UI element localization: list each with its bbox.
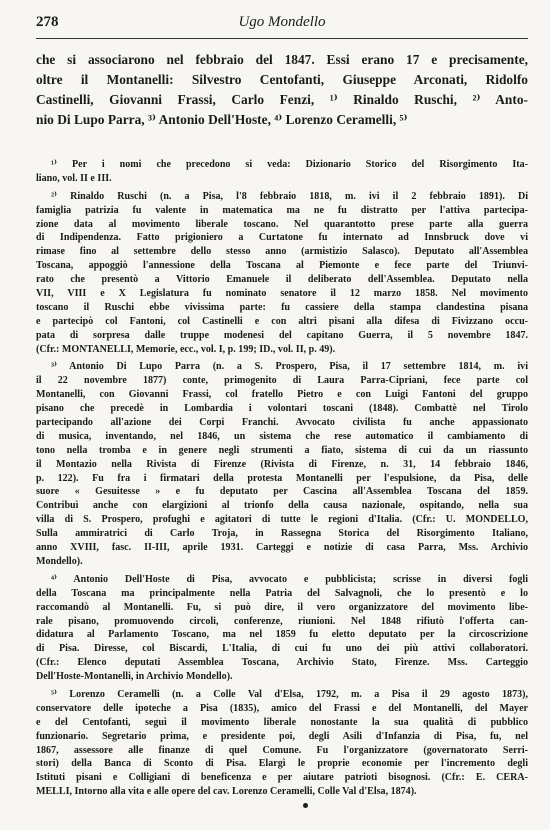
footnote-line: pisano che precedè in Lombardia i volontari toscani (1848). Combattè nel Tirolo xyxy=(36,403,528,415)
footnote-line: VII, VIII e X Legislatura fu nominato senatore il 12 marzo 1858. Nel movimento xyxy=(36,288,528,300)
footnote-line: ¹⁾ Per i nomi che precedono si veda: Dizionario Storico del Risorgimento Ita- xyxy=(51,159,528,170)
footnote-line: 1867, assessore alle finanze di quel Comune. Fu l'organizzatore (governatorato Serri- xyxy=(36,744,528,756)
footnote-line: anno XVIII, fasc. II-III, aprile 1931. Carteggi e notizie di casa Parra, Mss. Archivio xyxy=(36,542,528,554)
footnote xyxy=(36,573,528,684)
footnote-line: e del Centofanti, seguì il movimento liberale nonostante la sua qualità di pubblico xyxy=(36,716,528,728)
footnote-line: toscano il Ruschi ebbe vivissima parte: fu cassiere della stampa clandestina pisana xyxy=(36,301,528,313)
footnote-line: di Pisa. Diresse, col Biscardi, L'Italia, di cui fu uno dei più attivi collaboratori. xyxy=(36,643,528,655)
footnote-line: raccomandò al Montanelli. Fu, si può dire, il vero organizzatore del movimento libe- xyxy=(36,601,528,613)
footnote-line: suore « Gesuitesse » e fu deputato per Cascina all'Assemblea Toscana del 1859. xyxy=(36,486,528,498)
footnote-line: ³⁾ Antonio Di Lupo Parra (n. a S. Prospero, Pisa, il 17 settembre 1814, m. ivi xyxy=(51,361,528,373)
footnote-line: Montanelli, con Giovanni Frassi, col fratello Pietro e con Luigi Fantoni del gruppo xyxy=(36,389,528,401)
footnote-line: e partecipò col Fantoni, col Castinelli e con altri pisani alla difesa di Fivizzano occu- xyxy=(36,315,528,327)
footnote-line: di Indipendenza. Fatto prigioniero a Curtatone fu internato ad Innsbruck dove vi xyxy=(36,232,528,244)
footnote-line: didatura al Parlamento Toscano, ma nel 1859 fu eletto deputato per la circoscrizione xyxy=(36,629,528,641)
footnote-line: liano, vol. II e III. xyxy=(36,172,112,184)
main-text-line: Castinelli, Giovanni Frassi, Carlo Fenzi, ¹⁾ Rinaldo Ruschi, ²⁾ Anto- xyxy=(36,92,528,107)
footnote-line: della Toscana ma principalmente nella Patria del Salvagnoli, che lo presentò e lo xyxy=(36,587,528,599)
page-bottom-ornament xyxy=(303,803,308,808)
running-title: Ugo Mondello xyxy=(238,14,326,30)
footnote-line: il 22 novembre 1877) conte, primogenito di Laura Parra-Cipriani, fece parte col xyxy=(36,375,528,387)
footnotes xyxy=(36,158,528,799)
footnote-line: rale pisano, promuovendo circoli, conferenze, riunioni. Nel 1848 rifiutò l'offerta can- xyxy=(36,615,528,627)
footnote-line: ²⁾ Rinaldo Ruschi (n. a Pisa, l'8 febbraio 1818, m. ivi il 2 febbraio 1891). Di xyxy=(51,190,528,202)
footnote-line: funzionario. Segretario prima, e presidente poi, degli Asili d'Infanzia di Pisa, fu, nel xyxy=(36,730,528,742)
footnote xyxy=(36,688,528,799)
footnote-line: tono nella tromba e in genere negli strumenti a fiato, sistema di cui da un riassunto xyxy=(36,444,528,456)
footnote-line: Istituti pisani e Colligiani di beneficenza e per aiutare patrioti bisognosi. (Cfr.: E. CERA- xyxy=(36,772,528,784)
footnote-line: partecipando all'azione dei Corpi Franchi. Avvocato civilista fu anche appassionato xyxy=(36,417,528,429)
footnote xyxy=(36,360,528,568)
footnote-line: di musica, inventando, nel 1846, un sistema che rese automatico il cambiamento di xyxy=(36,430,528,442)
footnote-line: ⁵⁾ Lorenzo Ceramelli (n. a Colle Val d'Elsa, 1792, m. a Pisa il 29 agosto 1873), xyxy=(51,688,528,700)
main-text xyxy=(36,50,528,130)
footnote-line: rato che presentò a Vittorio Emanuele il deliberato dell'Assemblea. Deputato nella xyxy=(36,274,528,286)
footnote-line: Mondello). xyxy=(36,555,83,567)
main-text-line: nio Di Lupo Parra, ³⁾ Antonio Dell'Hoste, ⁴⁾ Lorenzo Ceramelli, ⁵⁾ xyxy=(36,112,408,127)
footnote xyxy=(36,190,528,357)
footnote-line: Toscana, appoggiò l'annessione della Toscana al Piemonte e fece parte del Triunvi- xyxy=(36,260,528,272)
footnote-line: (Cfr.: Elenco deputati Assemblea Toscana, Archivio Stato, Firenze. Mss. Carteggio xyxy=(36,657,528,669)
footnote-line: ⁴⁾ Antonio Dell'Hoste di Pisa, avvocato e pubblicista; scrisse in diversi fogli xyxy=(51,573,528,585)
footnote-line: il Montazio nella Rivista di Firenze (Rivista di Firenze, n. 31, 14 febbraio 1846, xyxy=(36,458,528,470)
main-text-line: che si associarono nel febbraio del 1847. Essi erano 17 e precisamente, xyxy=(36,52,528,67)
footnote-line: zione data al movimento liberale toscano. Nel quarantotto prese parte alla guerra xyxy=(36,218,528,230)
footnote-line: Sulla ammiratrici di Carlo Troja, in Rassegna Storica del Risorgimento Italiano, xyxy=(36,528,528,540)
footnote-line: Dell'Hoste-Montanelli, in Archivio Mondello). xyxy=(36,671,233,683)
footnote-line: pata di sorpresa dalle truppe modenesi del capitano Guerra, il 5 novembre 1847. xyxy=(36,329,528,341)
page-number: 278 xyxy=(36,14,59,30)
footnote-line: p. 122). Fu fra i firmatari della protesta Montanelli per l'espulsione, da Pisa, delle xyxy=(36,472,528,484)
footnote xyxy=(36,158,528,186)
running-header xyxy=(36,14,528,38)
footnote-line: (Cfr.: MONTANELLI, Memorie, ecc., vol. I, p. 199; ID., vol. II, p. 49). xyxy=(36,343,336,355)
footnote-line: rimase fino al settembre dello stesso anno (armistizio Salasco). Deputato all'Assemblea xyxy=(36,246,528,258)
footnote-line: conservatore delle ipoteche a Pisa (1835), amico del Frassi e del Montanelli, del Mayer xyxy=(36,702,528,714)
footnote-line: MELLI, Intorno alla vita e alle opere del cav. Lorenzo Ceramelli, Colle Val d'Elsa, 1874). xyxy=(36,786,417,798)
main-text-line: oltre il Montanelli: Silvestro Centofanti, Giuseppe Arconati, Ridolfo xyxy=(36,72,528,87)
footnote-line: villa di S. Prospero, profughi e agitatori di tutte le regioni d'Italia. (Cfr.: U. MONDELLO, xyxy=(36,514,528,526)
footnote-line: famiglia patrizia fu valente in matematica ma ne fu distratto per l'attiva partecipa- xyxy=(36,204,528,216)
footnote-line: stori) della Banca di Sconto di Pisa. Elargì le proprie economie per l'incremento degli xyxy=(36,758,528,770)
header-rule xyxy=(36,38,528,39)
footnote-line: Contribuì anche con elargizioni al trionfo della causa nazionale, ospitando, nella sua xyxy=(36,500,528,512)
